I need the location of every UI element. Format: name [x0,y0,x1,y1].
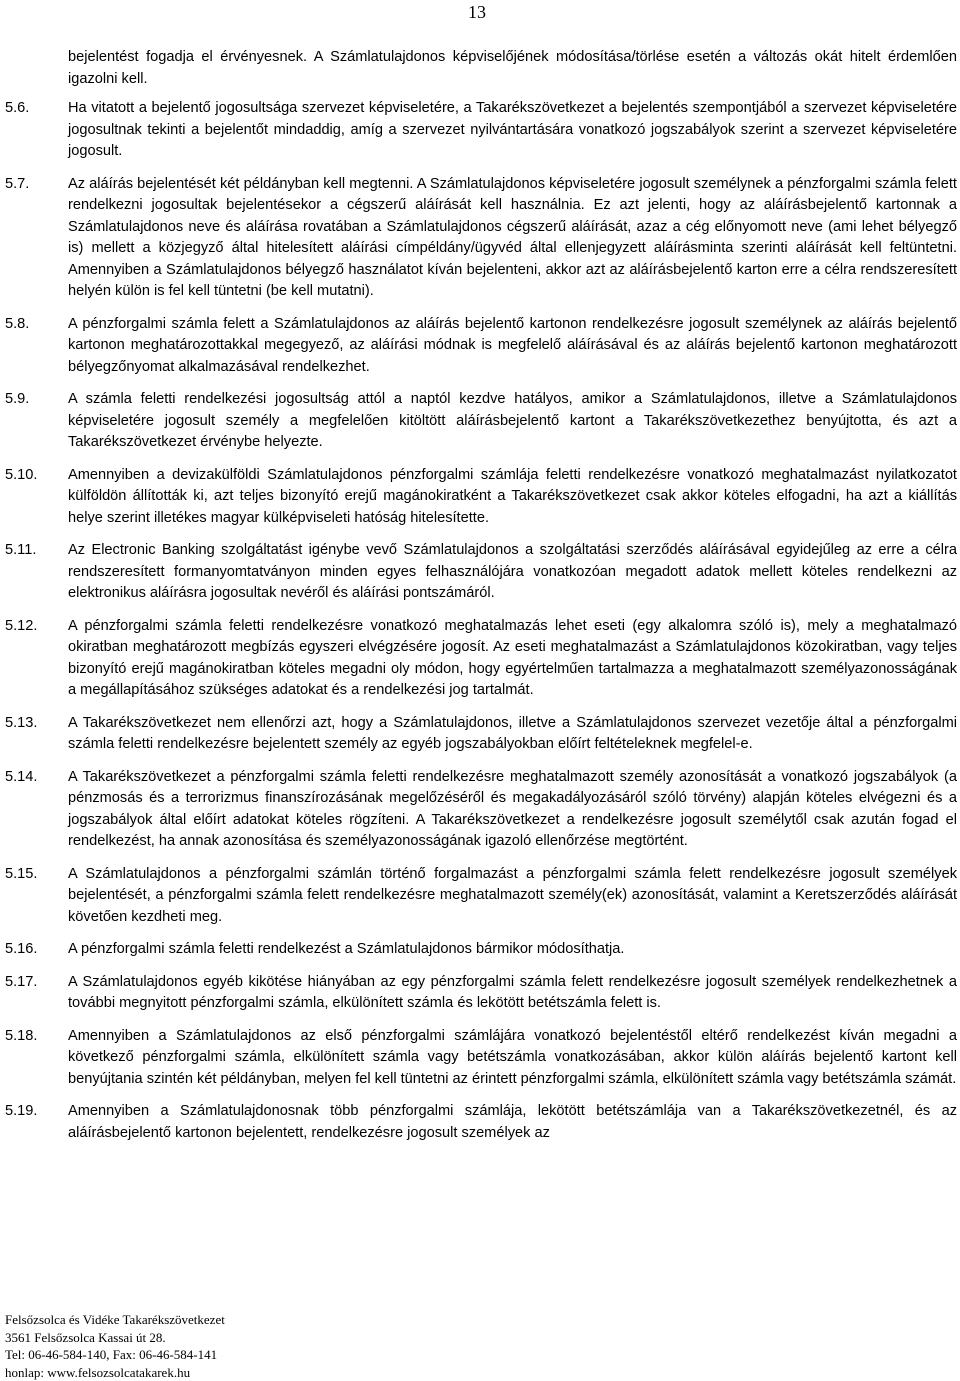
page-number: 13 [468,2,498,23]
section-number: 5.19. [5,1101,68,1123]
section-item [5,972,957,1015]
section-text: Amennyiben a devizakülföldi Számlatulajdonos pénzforgalmi számlája feletti rendelkezésre vonatkozó meghatalmazást nyilatkozatot külföldön állították ki, azt teljes bizonyító erejű magánokiratként a Takarékszövetkezet csak akkor köteles elfogadni, ha azt a kiállítás helye szerint illetékes magyar külképviseleti hatóság hitelesítette. [68,465,957,530]
section-item [5,174,957,303]
section-item [5,98,957,163]
section-item [5,939,957,961]
footer-address: 3561 Felsőzsolca Kassai út 28. [5,1329,225,1347]
section-text: Az Electronic Banking szolgáltatást igénybe vevő Számlatulajdonos a szolgáltatási szerződés aláírásával egyidejűleg az erre a célra rendszeresített formanyomtatványon minden egyes felhasználójára vonatkozóan megadott adatok mellett köteles rendelkezni az elektronikus aláírásra jogosultak nevéről és aláírási pontszámáról. [68,540,957,605]
section-item [5,389,957,454]
section-item [5,540,957,605]
section-text: Amennyiben a Számlatulajdonos az első pénzforgalmi számlájára vonatkozó bejelentéstől eltérő rendelkezést kíván megadni a következő pénzforgalmi számla, elkülönített számla vagy betétszámla vonatkozásában, akkor külön aláírás bejelentő kartont kell benyújtania szintén két példányban, melyen fel kell tüntetni az érintett pénzforgalmi számla, elkülönített számla vagy betétszámla számát. [68,1026,957,1091]
section-number: 5.10. [5,465,68,487]
section-number: 5.9. [5,389,68,411]
section-text: Ha vitatott a bejelentő jogosultsága szervezet képviseletére, a Takarékszövetkezet a bejelentés szempontjából a szervezet képviseletére jogosultnak tekinti a bejelentőt mindaddig, amíg a szervezet nyilvántartására vonatkozó jogszabályok szerint a szervezet képviseletére jogosult. [68,98,957,163]
document-body [5,47,957,1155]
section-text: A Számlatulajdonos egyéb kikötése hiányában az egy pénzforgalmi számla felett rendelkezésre jogosult személyek rendelkezhetnek a további megnyitott pénzforgalmi számla, elkülönített számla és lekötött betétszámla felett is. [68,972,957,1015]
section-text: A pénzforgalmi számla feletti rendelkezésre vonatkozó meghatalmazás lehet eseti (egy alkalomra szóló is), mely a meghatalmazó okiratban meghatározott megbízás egyszeri elvégzésére jogosít. Az eseti meghatalmazást a Számlatulajdonos közokiratban, vagy teljes bizonyító erejű magánokiratban köteles megadni oly módon, hogy egyértelműen tartalmazza a meghatalmazott személyazonosságának a megállapításához szükséges adatokat és a rendelkezési jog tartalmát. [68,616,957,702]
section-number: 5.13. [5,713,68,735]
section-item [5,1026,957,1091]
section-number: 5.16. [5,939,68,961]
section-item [5,767,957,853]
intro-paragraph: bejelentést fogadja el érvényesnek. A Számlatulajdonos képviselőjének módosítása/törlése esetén a változás okát hitelt érdemlően igazolni kell. [5,47,957,90]
section-text: A Számlatulajdonos a pénzforgalmi számlán történő forgalmazást a pénzforgalmi számla felett rendelkezésre jogosult személyek bejelentését, a pénzforgalmi számla felett rendelkezésre meghatalmazott személy(ek) azonosítását, valamint a Keretszerződés aláírását követően kezdheti meg. [68,864,957,929]
section-number: 5.11. [5,540,68,562]
section-text: A pénzforgalmi számla feletti rendelkezést a Számlatulajdonos bármikor módosíthatja. [68,939,957,961]
section-number: 5.7. [5,174,68,196]
section-item [5,713,957,756]
footer-website: honlap: www.felsozsolcatakarek.hu [5,1364,225,1381]
section-list [5,98,957,1144]
section-text: A pénzforgalmi számla felett a Számlatulajdonos az aláírás bejelentő kartonon rendelkezésre jogosult személynek az aláírás bejelentő kartonon meghatározottakkal megegyező, az aláírási módnak is megfelelő aláírásával és az aláírás bejelentő kartonon meghatározott bélyegzőnyomat alkalmazásával rendelkezhet. [68,314,957,379]
section-number: 5.12. [5,616,68,638]
section-item [5,314,957,379]
section-number: 5.18. [5,1026,68,1048]
section-number: 5.14. [5,767,68,789]
section-item [5,465,957,530]
section-text: A Takarékszövetkezet nem ellenőrzi azt, hogy a Számlatulajdonos, illetve a Számlatulajdonos szervezet vezetője által a pénzforgalmi számla feletti rendelkezésre bejelentett személy az egyéb jogszabályokban előírt feltételeknek megfelel-e. [68,713,957,756]
section-number: 5.6. [5,98,68,120]
section-text: A Takarékszövetkezet a pénzforgalmi számla feletti rendelkezésre meghatalmazott személy azonosítását a vonatkozó jogszabályok (a pénzmosás és a terrorizmus finanszírozásának megelőzéséről és megakadályozásáról szóló törvény) alapján köteles elvégezni és a jogszabályok által előírt adatokat köteles rögzíteni. A Takarékszövetkezet a rendelkezésre jogosult személytől csak azután fogad el rendelkezést, ha annak azonosítása és személyazonosságának igazoló ellenőrzése megtörtént. [68,767,957,853]
section-item [5,1101,957,1144]
footer-company: Felsőzsolca és Vidéke Takarékszövetkezet [5,1311,225,1329]
section-number: 5.15. [5,864,68,886]
footer-phone: Tel: 06-46-584-140, Fax: 06-46-584-141 [5,1346,225,1364]
section-item [5,864,957,929]
section-text: A számla feletti rendelkezési jogosultság attól a naptól kezdve hatályos, amikor a Számlatulajdonos, illetve a Számlatulajdonos képviseletére jogosult személy a megfelelően kitöltött aláírásbejelentő kartont a Takarékszövetkezethez benyújtotta, és azt a Takarékszövetkezet érvénybe helyezte. [68,389,957,454]
section-number: 5.17. [5,972,68,994]
footer [5,1311,225,1381]
section-text: Amennyiben a Számlatulajdonosnak több pénzforgalmi számlája, lekötött betétszámlája van a Takarékszövetkezetnél, és az aláírásbejelentő kartonon bejelentett, rendelkezésre jogosult személyek az [68,1101,957,1144]
section-text: Az aláírás bejelentését két példányban kell megtenni. A Számlatulajdonos képviseletére jogosult személynek a pénzforgalmi számla felett rendelkezni jogosultak bejelentésekor a cégszerű aláírását kell használnia. Ez azt jelenti, hogy az aláírásbejelentő kartonnak a Számlatulajdonos neve és aláírása rovatában a Számlatulajdonos cégszerű aláírását, azaz a cég előnyomott neve (ami lehet bélyegző is) mellett a közjegyző által hitelesített aláírási címpéldány/ügyvéd által ellenjegyzett aláírásminta szerinti aláírását kell feltüntetni. Amennyiben a Számlatulajdonos bélyegző használatot kíván bejelenteni, akkor azt az aláírásbejelentő karton erre a célra rendszeresített helyén külön is fel kell tüntetni (be kell mutatni). [68,174,957,303]
section-number: 5.8. [5,314,68,336]
section-item [5,616,957,702]
